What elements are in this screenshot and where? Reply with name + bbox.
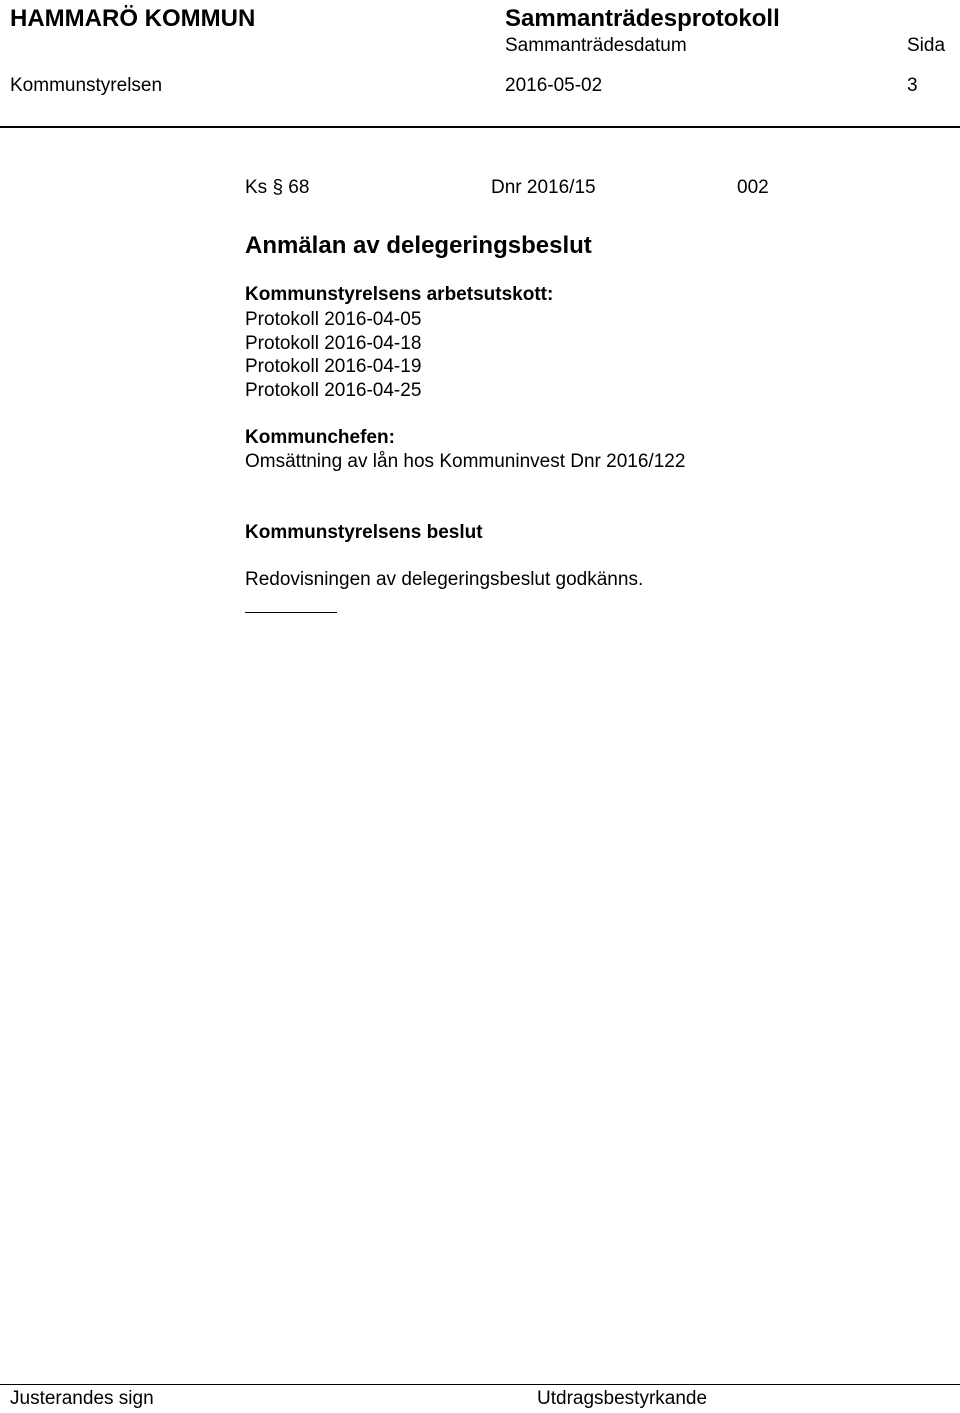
decision-text: Redovisningen av delegeringsbeslut godkänns. xyxy=(245,569,644,590)
section-label-kommunchefen: Kommunchefen: xyxy=(245,427,395,448)
list-item: Protokoll 2016-04-05 xyxy=(245,309,422,330)
kommunchefen-text: Omsättning av lån hos Kommuninvest Dnr 2016/122 xyxy=(245,451,686,472)
header-divider xyxy=(0,126,960,128)
committee-name: Kommunstyrelsen xyxy=(10,75,163,96)
footer-divider xyxy=(0,1384,960,1385)
case-paragraph: Ks § 68 xyxy=(245,177,310,198)
end-of-decision-rule xyxy=(245,612,337,613)
meeting-date: 2016-05-02 xyxy=(505,75,603,96)
meeting-date-label: Sammanträdesdatum xyxy=(505,35,687,56)
case-number: 002 xyxy=(737,177,769,198)
section-label-beslut: Kommunstyrelsens beslut xyxy=(245,522,483,543)
document-type: Sammanträdesprotokoll xyxy=(505,5,780,32)
case-dnr: Dnr 2016/15 xyxy=(491,177,596,198)
list-item: Protokoll 2016-04-25 xyxy=(245,379,422,401)
list-item: Protokoll 2016-04-19 xyxy=(245,356,422,377)
section-label-arbetsutskott: Kommunstyrelsens arbetsutskott: xyxy=(245,284,554,305)
footer-signature-label: Justerandes sign xyxy=(10,1388,154,1409)
page-number: 3 xyxy=(907,75,918,96)
footer-certification-label: Utdragsbestyrkande xyxy=(537,1388,708,1409)
page-label: Sida xyxy=(907,35,946,56)
case-title: Anmälan av delegeringsbeslut xyxy=(245,232,592,259)
protocol-list xyxy=(245,308,421,402)
organization-name: HAMMARÖ KOMMUN xyxy=(10,5,256,32)
list-item: Protokoll 2016-04-18 xyxy=(245,332,422,354)
